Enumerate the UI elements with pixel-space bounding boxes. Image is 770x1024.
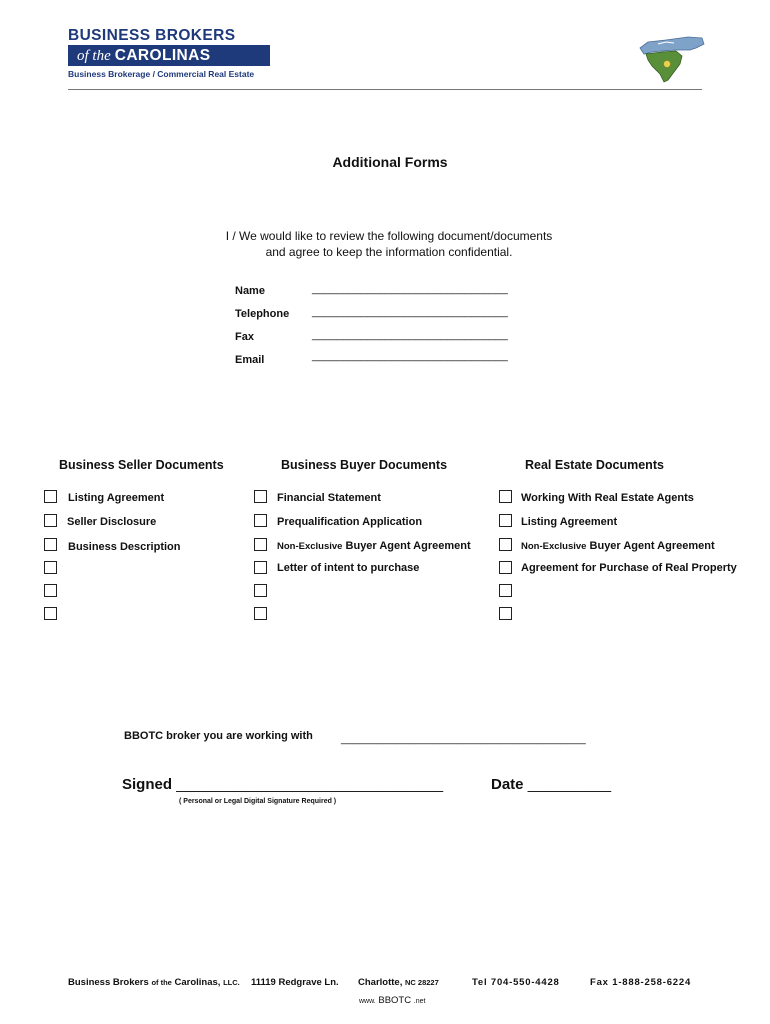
seller-item-listing-agreement: Listing Agreement [68,492,165,504]
logo-of-the: of the [77,48,111,64]
page-title: Additional Forms [332,154,448,170]
signature-note: ( Personal or Legal Digital Signature Required ) [179,798,337,805]
fax-field[interactable]: ________________________________ [312,329,508,341]
footer-state-zip: NC 28227 [404,978,439,987]
broker-field[interactable]: ________________________________________ [341,733,586,745]
buyer-checkbox-blank-2[interactable] [254,607,267,620]
telephone-field[interactable]: ________________________________ [312,306,508,318]
realestate-item-working-with-agents: Working With Real Estate Agents [521,492,694,504]
logo-title: BUSINESS BROKERS [68,27,236,44]
seller-item-business-description: Business Description [68,541,181,553]
footer-fax-label: Fax [590,977,609,988]
buyer-checkbox-prequalification[interactable] [254,514,267,527]
realestate-checkbox-listing-agreement[interactable] [499,514,512,527]
buyer-docs-heading: Business Buyer Documents [281,458,448,472]
realestate-checkbox-blank-2[interactable] [499,607,512,620]
buyer-checkbox-buyer-agent-agreement[interactable] [254,538,267,551]
seller-docs-heading: Business Seller Documents [59,458,224,472]
seller-checkbox-blank-1[interactable] [44,561,57,574]
footer-company-b: of the [151,978,172,987]
realestate-item-listing-agreement: Listing Agreement [521,516,618,528]
date-field[interactable]: __________ [527,776,612,793]
footer-fax-number: 1-888-258-6224 [612,977,692,988]
seller-item-seller-disclosure: Seller Disclosure [67,516,157,528]
buyer-item-letter-of-intent: Letter of intent to purchase [277,562,420,574]
signed-label: Signed [122,776,173,793]
signature-field[interactable]: ________________________________ [176,776,444,793]
buyer-item-suffix: Buyer Agent Agreement [345,540,471,552]
buyer-item-prequalification: Prequalification Application [277,516,423,528]
seller-checkbox-seller-disclosure[interactable] [44,514,57,527]
intro-line-1: I / We would like to review the following document/documents [225,229,553,243]
footer-company-a: Business Brokers [68,977,149,988]
seller-checkbox-blank-3[interactable] [44,607,57,620]
logo-subtitle: Business Brokerage / Commercial Real Estate [68,69,255,79]
name-label: Name [235,285,265,297]
footer-tel-number: 704-550-4428 [490,977,560,988]
footer-web-a: www. [359,998,376,1005]
logo-banner [68,45,270,66]
realestate-item-suffix: Buyer Agent Agreement [589,540,715,552]
header-divider [68,89,702,90]
footer-address: 11119 Redgrave Ln. [251,977,339,988]
realestate-checkbox-purchase-agreement[interactable] [499,561,512,574]
seller-checkbox-blank-2[interactable] [44,584,57,597]
footer-website [359,995,425,1006]
name-field[interactable]: ________________________________ [312,283,508,295]
footer-web-b: BBOTC [378,995,412,1006]
date-row [491,776,611,793]
telephone-label: Telephone [235,308,290,320]
realestate-checkbox-buyer-agent-agreement[interactable] [499,538,512,551]
realestate-checkbox-blank-1[interactable] [499,584,512,597]
email-field[interactable]: ________________________________ [312,350,508,362]
seller-checkbox-business-description[interactable] [44,538,57,551]
buyer-item-prefix: Non-Exclusive [277,541,343,552]
footer-web-c: .net [413,998,426,1005]
buyer-item-financial-statement: Financial Statement [277,492,381,504]
footer-tel [472,977,560,988]
buyer-checkbox-financial-statement[interactable] [254,490,267,503]
broker-label: BBOTC broker you are working with [124,730,313,742]
realestate-item-buyer-agent-agreement [521,540,715,552]
email-label: Email [235,354,265,366]
logo-carolinas: CAROLINAS [114,47,211,64]
seller-checkbox-listing-agreement[interactable] [44,490,57,503]
buyer-item-buyer-agent-agreement [277,540,471,552]
footer-fax [590,977,691,988]
footer-company-d: LLC. [223,978,240,987]
intro-line-2: and agree to keep the information confidential. [265,245,513,259]
footer-tel-label: Tel [472,977,488,988]
realestate-checkbox-working-with-agents[interactable] [499,490,512,503]
realestate-item-purchase-agreement: Agreement for Purchase of Real Property [521,562,737,574]
buyer-checkbox-letter-of-intent[interactable] [254,561,267,574]
footer-company-c: Carolinas, [174,977,221,988]
realestate-item-prefix: Non-Exclusive [521,541,587,552]
footer-city-name: Charlotte, [358,977,403,988]
footer-city [358,977,439,988]
footer-company [68,977,240,988]
fax-label: Fax [235,331,254,343]
buyer-checkbox-blank-1[interactable] [254,584,267,597]
realestate-docs-heading: Real Estate Documents [525,458,664,472]
date-label: Date [491,776,524,793]
signed-row [122,776,443,793]
carolinas-map-icon [636,34,706,84]
